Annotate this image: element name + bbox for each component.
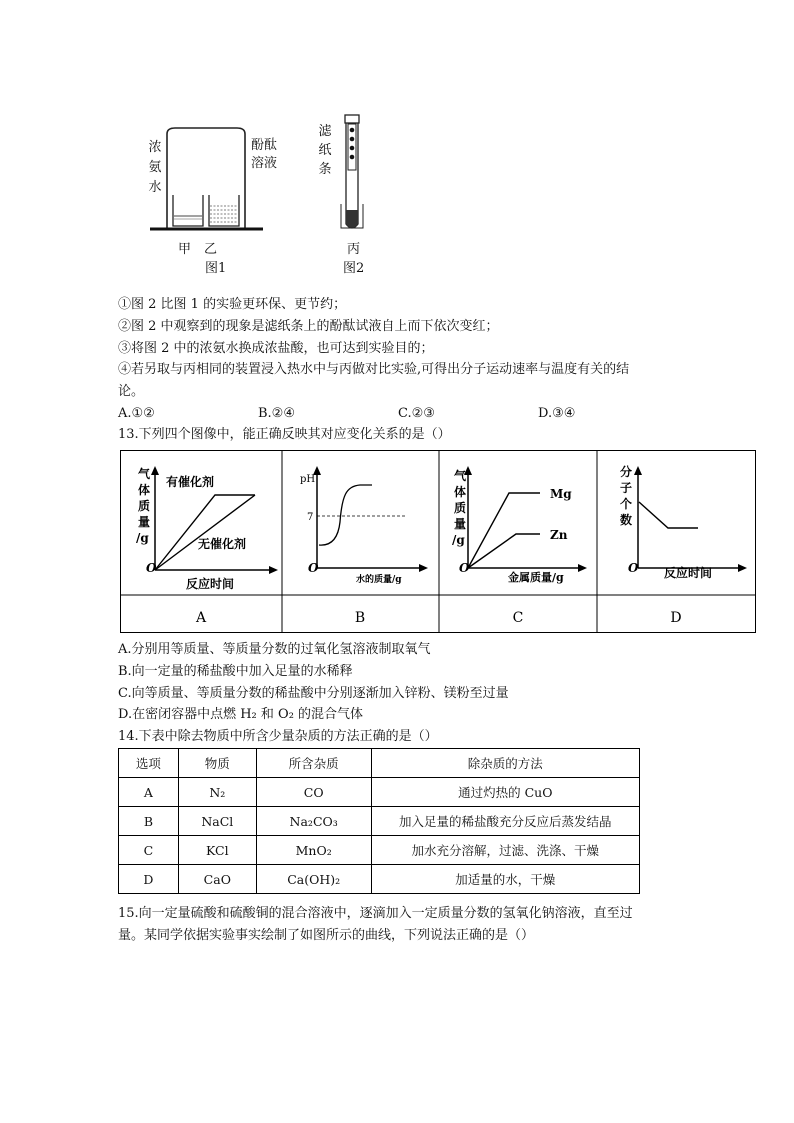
chart-c	[452, 466, 587, 584]
table-cell: A	[119, 778, 179, 807]
table-header-row	[119, 749, 640, 778]
q13-chart-panel	[120, 450, 756, 633]
table-cell: 通过灼热的 CuO	[371, 778, 639, 807]
table-cell: N₂	[178, 778, 256, 807]
fig2-test-tube	[336, 112, 376, 237]
chart-d-ylabel-1: 分	[620, 465, 633, 479]
chart-letter-a: A	[195, 610, 207, 626]
chart-c-series-bottom-label: Zn	[550, 528, 568, 542]
fig2-side-label-1: 滤	[318, 124, 332, 139]
fig2-side-label-2: 纸	[318, 143, 332, 158]
table-cell: KCl	[178, 836, 256, 865]
chart-b-ylabel: pH	[300, 474, 316, 485]
chart-d-x-arrow	[738, 564, 747, 572]
q13-option-b: B.向一定量的稀盐酸中加入足量的水稀释	[118, 664, 353, 679]
q13-option-a: A.分别用等质量、等质量分数的过氧化氢溶液制取氧气	[118, 642, 431, 657]
table-cell: CaO	[178, 865, 256, 894]
chart-a	[136, 466, 278, 591]
chart-a-origin: O	[146, 561, 157, 575]
fig1-right-label-bottom: 溶液	[251, 156, 278, 171]
chart-a-ylabel-4: 量	[138, 515, 151, 529]
chart-b-x-arrow	[419, 564, 428, 572]
chart-c-ylabel-4: 量	[454, 517, 467, 531]
q12-option-b: B.②④	[258, 406, 295, 421]
table-cell: D	[119, 865, 179, 894]
fig2-side-label-3: 条	[318, 162, 332, 177]
table-header: 所含杂质	[256, 749, 371, 778]
chart-a-xlabel: 反应时间	[186, 577, 235, 591]
fig1-left-label-3: 水	[148, 180, 162, 195]
table-cell: MnO₂	[256, 836, 371, 865]
chart-c-series-top-label: Mg	[550, 487, 572, 501]
q12-option-c: C.②③	[398, 406, 435, 421]
fig1-beaker-labels: 甲 乙	[178, 242, 218, 257]
fig1-right-label-top: 酚酞	[251, 138, 278, 153]
q12-statement-4: ④若另取与丙相同的装置浸入热水中与丙做对比实验,可得出分子运动速率与温度有关的结	[118, 362, 630, 377]
chart-c-x-arrow	[578, 564, 587, 572]
q13-stem: 13.下列四个图像中，能正确反映其对应变化关系的是（）	[118, 427, 451, 442]
chart-b	[300, 466, 428, 585]
chart-a-series-top-label: 有催化剂	[166, 475, 215, 489]
chart-a-x-arrow	[269, 566, 278, 574]
table-cell: C	[119, 836, 179, 865]
chart-d-y-arrow	[634, 466, 642, 475]
chart-d-ylabel-4: 数	[620, 513, 633, 527]
table-cell: 加适量的水，干燥	[371, 865, 639, 894]
table-cell: 加水充分溶解，过滤、洗涤、干燥	[371, 836, 639, 865]
table-cell: 加入足量的稀盐酸充分反应后蒸发结晶	[371, 807, 639, 836]
chart-d	[620, 464, 747, 580]
table-row	[119, 807, 640, 836]
chart-d-xlabel: 反应时间	[664, 566, 713, 580]
chart-b-reference-label: 7	[307, 512, 314, 523]
table-cell: B	[119, 807, 179, 836]
chart-c-series-top	[468, 493, 540, 568]
table-cell: Ca(OH)₂	[256, 865, 371, 894]
q13-option-c: C.向等质量、等质量分数的稀盐酸中分别逐渐加入锌粉、镁粉至过量	[118, 686, 509, 701]
fig1-apparatus	[145, 120, 270, 235]
fig1-left-label-2: 氨	[148, 160, 162, 175]
chart-c-ylabel-1: 气	[454, 469, 467, 483]
chart-letter-d: D	[670, 610, 682, 626]
fig1-caption: 图1	[205, 261, 227, 276]
q14-table	[118, 748, 640, 894]
chart-c-ylabel-5: /g	[452, 533, 465, 547]
q12-option-a: A.①②	[118, 406, 155, 421]
q13-option-d: D.在密闭容器中点燃 H₂ 和 O₂ 的混合气体	[118, 707, 364, 722]
chart-b-origin: O	[308, 561, 319, 575]
table-row	[119, 778, 640, 807]
chart-a-ylabel-3: 质	[138, 499, 151, 513]
chart-b-xlabel: 水的质量/g	[356, 575, 402, 585]
chart-letter-b: B	[354, 610, 366, 626]
table-cell: Na₂CO₃	[256, 807, 371, 836]
fig2-caption: 图2	[343, 261, 365, 276]
fig2-tube-label: 丙	[347, 242, 361, 257]
q12-option-d: D.③④	[538, 406, 576, 421]
q13-chart-svg	[120, 450, 756, 633]
chart-c-origin: O	[459, 561, 470, 575]
table-header: 选项	[119, 749, 179, 778]
chart-c-series-bottom	[468, 534, 540, 568]
chart-a-ylabel-2: 体	[138, 483, 151, 497]
chart-a-ylabel-5: /g	[136, 531, 149, 545]
chart-a-series-bottom	[155, 495, 255, 570]
fig1-left-label-1: 浓	[148, 140, 162, 155]
table-cell: CO	[256, 778, 371, 807]
chart-b-curve	[319, 485, 372, 545]
chart-c-ylabel-2: 体	[454, 485, 467, 499]
table-row	[119, 836, 640, 865]
chart-a-y-arrow	[151, 466, 159, 475]
chart-d-origin: O	[628, 561, 639, 575]
q12-statement-3: ③将图 2 中的浓氨水换成浓盐酸，也可达到实验目的；	[118, 341, 434, 356]
q15-stem-line-2: 量。某同学依据实验事实绘制了如图所示的曲线，下列说法正确的是（）	[118, 928, 535, 943]
table-row	[119, 865, 640, 894]
q15-stem-line-1: 15.向一定量硫酸和硫酸铜的混合溶液中，逐滴加入一定质量分数的氢氧化钠溶液，直至过	[118, 906, 633, 921]
chart-a-ylabel-1: 气	[138, 467, 151, 481]
q12-statement-2: ②图 2 中观察到的现象是滤纸条上的酚酞试液自上而下依次变红；	[118, 319, 499, 334]
chart-d-series	[639, 502, 698, 528]
chart-c-xlabel: 金属质量/g	[508, 571, 564, 584]
chart-a-series-bottom-label: 无催化剂	[198, 537, 247, 551]
chart-letter-c: C	[512, 610, 524, 626]
table-header: 物质	[178, 749, 256, 778]
q12-statement-4-cont: 论。	[118, 384, 145, 399]
q12-statement-1: ①图 2 比图 1 的实验更环保、更节约；	[118, 297, 347, 312]
q14-stem: 14.下表中除去物质中所含少量杂质的方法正确的是（）	[118, 729, 438, 744]
table-cell: NaCl	[178, 807, 256, 836]
chart-d-ylabel-3: 个	[620, 497, 633, 511]
table-header: 除杂质的方法	[371, 749, 639, 778]
chart-c-ylabel-3: 质	[454, 501, 467, 515]
chart-d-ylabel-2: 子	[620, 481, 633, 495]
